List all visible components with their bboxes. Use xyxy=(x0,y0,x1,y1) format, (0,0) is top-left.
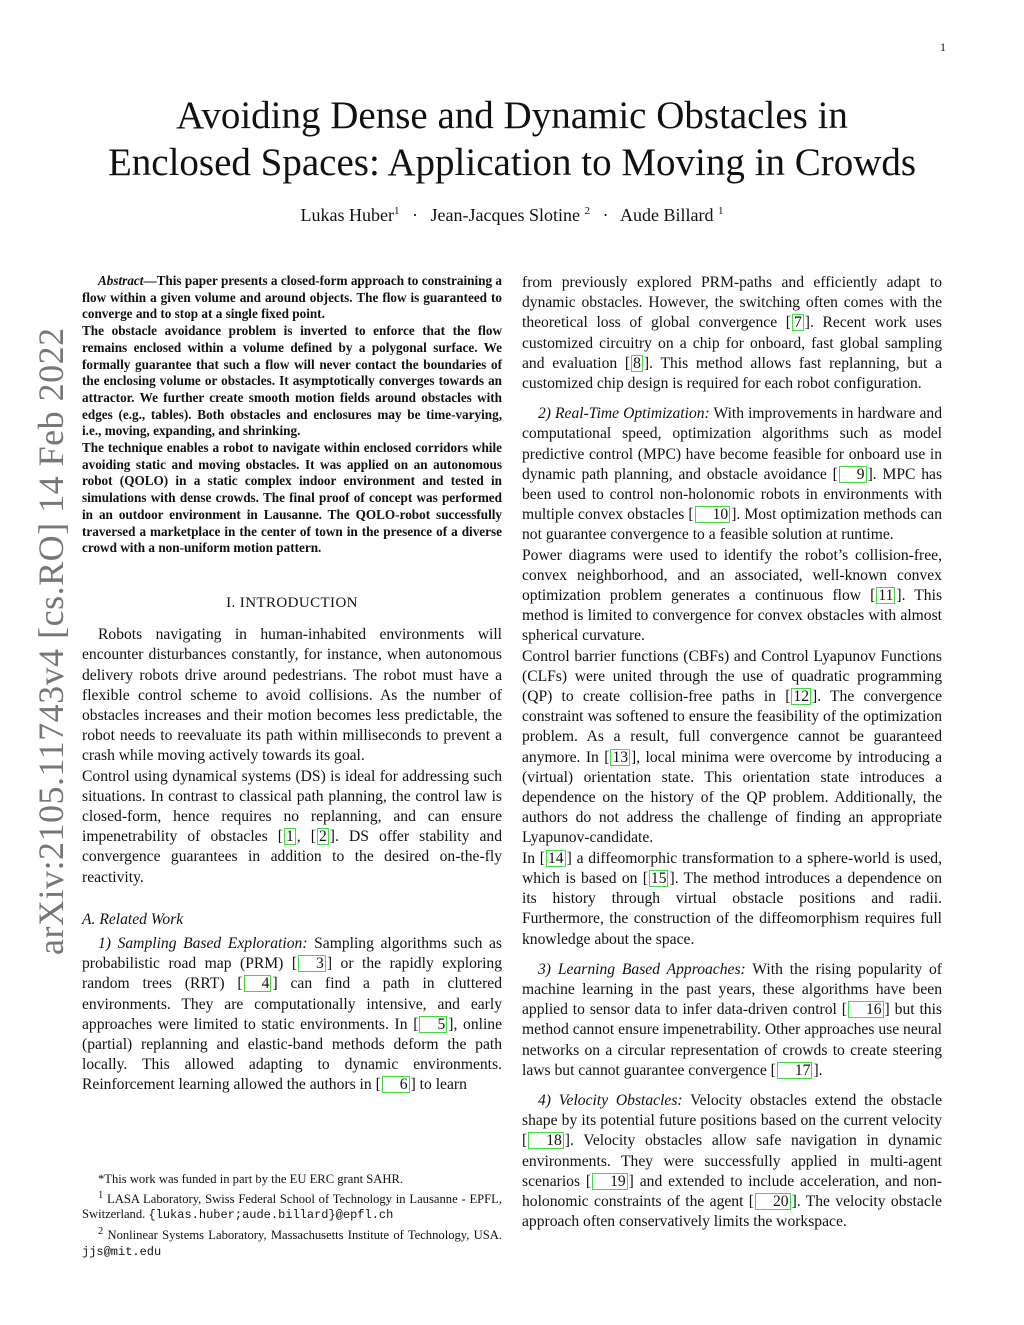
text-run: . This method is limited to convergence for convex obstacles with almost spherical curvature. xyxy=(522,587,943,645)
footnotes xyxy=(82,1172,502,1260)
text-run: . DS offer stability and convergence guarantees in addition to the desired on-the-fly reactivity. xyxy=(82,828,503,886)
author-affiliation: 1 xyxy=(717,205,724,217)
text-run: Velocity obstacles extend the obstacle shape by its potential future positions based on the current velocity xyxy=(522,1091,943,1130)
citation-link[interactable]: 9 xyxy=(839,466,867,483)
paragraph-title: 1) Sampling Based Exploration: xyxy=(98,935,308,952)
intro-paragraph: Control using dynamical systems (DS) is ideal for addressing such situations. In contrast to classical path planning, the control law is closed-form, hence requires no replanning, and can ensure impenetrability of obstacles [ 1 , [ 2 ]. DS offer stability and convergence guarantees in addition to the desired on-the-fly reactivity. xyxy=(82,767,503,886)
section-title-rest: NTRODUCTION xyxy=(245,594,358,611)
text-run: Nonlinear Systems Laboratory, Massachusetts Institute of Technology, USA. xyxy=(103,1228,502,1243)
related-paragraph: 3) Learning Based Approaches: With the rising popularity of machine learning in the past years, these algorithms have been applied to sensor data to infer data-driven control [ 16 ] but this method cannot ensure impenetrability. Other approaches use neural networks on a circular representation of crowds to create steering laws but cannot guarantee convergence [ 17 ]. xyxy=(522,960,942,1079)
text-run: to learn xyxy=(415,1076,467,1094)
footnote-affiliation-1 xyxy=(82,1188,502,1224)
text-run: and extended to include acceleration, and non-holonomic constraints of the agent xyxy=(522,1172,942,1210)
paragraph-title: 3) Learning Based Approaches: xyxy=(538,960,746,978)
text-run: . The convergence constraint was softened to ensure the feasibility of the optimization problem. As a result, full convergence cannot be guaranteed anymore. In xyxy=(522,688,942,766)
citation-link[interactable]: 14 xyxy=(548,849,564,867)
text-run: With the rising popularity of machine learning in the past years, these algorithms have been applied to sensor data to infer data-driven control xyxy=(522,960,942,1019)
section-heading-introduction xyxy=(82,593,502,613)
citation-link[interactable]: 8 xyxy=(633,354,641,372)
footnote-funding: *This work was funded in part by the EU ERC grant SAHR. xyxy=(98,1172,404,1186)
text-run: Sampling algorithms such as probabilistic road map (PRM) xyxy=(82,935,502,973)
abstract-text: This paper presents a closed-form approach to constraining a flow within a given volume and around objects. The flow is guaranteed to converge and to stop at a single fixed point. xyxy=(82,273,502,322)
citation-link[interactable]: 10 xyxy=(695,506,731,523)
text-run: . The method introduces a dependence on its history through virtual obstacle positions and radii. Furthermore, the construction of the diffeomorphism requires full knowledge about the space. xyxy=(522,869,942,948)
title-line-2: Enclosed Spaces: Application to Moving in Crowds xyxy=(107,141,917,184)
author-name: Jean-Jacques Slotine xyxy=(430,205,580,225)
text-run: Control barrier functions (CBFs) and Control Lyapunov Functions (CLFs) were united through the use of quadratic programming (QP) to create collision-free paths in xyxy=(522,647,942,706)
related-paragraph: Control barrier functions (CBFs) and Control Lyapunov Functions (CLFs) were united through the use of quadratic programming (QP) to create collision-free paths in [ 12 ]. The convergence constraint was softened to ensure the feasibility of the optimization problem. As a result, full convergence cannot be guaranteed anymore. In [ 13 ], local minima were overcome by introducing a (virtual) orientation state. This orientation state introduces a dependence on the history of the QP problem. Additionally, the authors do not address the challenge of finding an appropriate Lyapunov-candidate. xyxy=(522,647,943,847)
citation-link[interactable]: 13 xyxy=(612,748,629,766)
footnote-mark: 1 xyxy=(98,1189,104,1201)
text-run: With improvements in hardware and computational speed, optimization algorithms such as model predictive control (MPC) have become feasible for onboard use in dynamic path planning, and obstacle avoidance xyxy=(522,405,942,483)
text-run: , local minima were overcome by introducing a (virtual) orientation state. This orientation state introduces a dependence on the history of the QP problem. Additionally, the authors do not address the challenge of finding an appropriate Lyapunov-candidate. xyxy=(522,748,943,847)
related-paragraph: In [ 14 ] a diffeomorphic transformation to a sphere-world is used, which is based on [ 15 ]. The method introduces a dependence on its history through virtual obstacle positions and radii. Furthermore, the construction of the diffeomorphism requires full knowledge about the space. xyxy=(522,849,942,948)
citation-link[interactable]: 18 xyxy=(528,1132,564,1149)
citation-link[interactable]: 11 xyxy=(878,587,894,605)
abstract-paragraph xyxy=(82,273,502,323)
footnote-mark: 2 xyxy=(98,1225,104,1237)
citation-link[interactable]: 3 xyxy=(298,955,326,972)
text-run: . MPC has been used to control non-holonomic robots in environments with multiple convex obstacles xyxy=(522,465,943,524)
related-paragraph: 1) Sampling Based Exploration: Sampling algorithms such as probabilistic road map (PRM) [ 3 ] or the rapidly exploring random trees (RRT) [ 4 ] can find a path in cluttered environments. They are computationally intensive, and early approaches were limited to static environments. In [ 5 ], online (partial) replanning and elastic-band methods deform the path locally. This allowed adapting to dynamic environments. Reinforcement learning allowed the authors in [ 6 ] to learn xyxy=(82,935,503,1094)
abstract-label: Abstract xyxy=(98,273,144,288)
text-run: can find a path in cluttered environments. They are computationally intensive, and early approaches were limited to static environments. In xyxy=(82,975,502,1033)
related-paragraph: 2) Real-Time Optimization: With improvements in hardware and computational speed, optimization algorithms such as model predictive control (MPC) have become feasible for onboard use in dynamic path planning, and obstacle avoidance [ 9 ]. MPC has been used to control non-holonomic robots in environments with multiple convex obstacles [ 10 ]. Most optimization methods can not guarantee convergence to a feasible solution at runtime. xyxy=(522,405,943,544)
text-run: In xyxy=(522,849,535,867)
citation-link[interactable]: 4 xyxy=(244,975,272,992)
paragraph-title: 4) Velocity Obstacles: xyxy=(538,1091,683,1109)
text-run: a diffeomorphic transformation to a sphere-world is used, which is based on xyxy=(522,849,942,887)
paper-title xyxy=(60,92,964,186)
abstract-dash: — xyxy=(143,273,157,288)
citation-link[interactable]: 5 xyxy=(419,1016,447,1033)
text-run: Power diagrams were used to identify the robot’s collision-free, convex neighborhood, and an associated, well-known convex optimization problem generates a continuous flow xyxy=(522,546,942,605)
related-paragraph: Power diagrams were used to identify the robot’s collision-free, convex neighborhood, and an associated, well-known convex optimization problem generates a continuous flow [ 11 ]. This method is limited to convergence for convex obstacles with almost spherical curvature. xyxy=(522,546,943,645)
author-separator: · xyxy=(412,205,418,225)
email-text: {lukas.huber;aude.billard}@epfl.ch xyxy=(148,1208,394,1223)
page-number: 1 xyxy=(940,40,946,54)
text-run: from previously explored PRM-paths and efficiently adapt to dynamic obstacles. However, the switching often comes with the theoretical loss of global convergence xyxy=(522,274,942,332)
citation-link[interactable]: 7 xyxy=(793,314,802,332)
citation-link[interactable]: 16 xyxy=(848,1001,884,1018)
citation-link[interactable]: 20 xyxy=(755,1193,791,1210)
text-run: Control using dynamical systems (DS) is ideal for addressing such situations. In contrast to classical path planning, the control law is closed-form, hence requires no replanning, and can ensure impenetrability of obstacles xyxy=(82,767,502,846)
citation-link[interactable]: 17 xyxy=(777,1062,813,1079)
related-paragraph: 4) Velocity Obstacles: Velocity obstacles extend the obstacle shape by its potential future positions based on the current velocity [ 18 ]. Velocity obstacles allow safe navigation in dynamic environments. They were successfully applied in multi-agent scenarios [ 19 ] and extended to include acceleration, and non-holonomic constraints of the agent [ 20 ]. The velocity obstacle approach often conservatively limits the workspace. xyxy=(522,1091,943,1231)
author-name: Aude Billard xyxy=(619,205,714,225)
subsection-heading-related-work: A. Related Work xyxy=(82,910,184,928)
author-affiliation: 2 xyxy=(584,205,590,217)
text-run: . The velocity obstacle approach often conservatively limits the workspace. xyxy=(522,1192,942,1231)
text-run: . xyxy=(818,1061,823,1079)
section-numeral: I. xyxy=(226,594,236,611)
text-run: , online (partial) replanning and elastic-band methods deform the path locally. This allowed adapting to dynamic environments. Reinforcement learning allowed the authors in xyxy=(82,1015,503,1094)
text-run: or the rapidly exploring random trees (RRT) xyxy=(82,955,502,993)
author-affiliation: 1 xyxy=(394,205,400,217)
right-column xyxy=(522,273,942,1232)
citation-link[interactable]: 6 xyxy=(382,1076,410,1093)
text-run: . Most optimization methods can not guarantee convergence to a feasible solution at runtime. xyxy=(522,506,942,544)
abstract-paragraph: The obstacle avoidance problem is inverted to enforce that the flow remains enclosed within a volume defined by a polygonal surface. We formally guarantee that such a flow will never contact the boundaries of the enclosing volume or obstacles. It asymptotically converges towards an attractor. We further create smooth motion fields around obstacles with edges (e.g., tables). Both obstacles and enclosures may be time-varying, i.e., moving, expanding, and shrinking. xyxy=(82,323,502,439)
email-text: jjs@mit.edu xyxy=(82,1244,162,1259)
intro-paragraph: Robots navigating in human-inhabited environments will encounter disturbances constantly, for instance, when autonomous delivery robots drive around pedestrians. The robot must have a flexible control scheme to avoid collisions. As the number of obstacles increases and their motion becomes less predictable, the robot needs to reevaluate its path within milliseconds to prevent a crash while moving actively towards its goal. xyxy=(82,626,502,765)
citation-link[interactable]: 15 xyxy=(650,869,667,887)
text-run: . Recent work uses customized circuitry on a chip for onboard, fast global sampling and evaluation xyxy=(522,314,942,372)
paragraph-title: 2) Real-Time Optimization: xyxy=(538,405,710,423)
text-run: but this method cannot ensure impenetrability. Other approaches use neural networks on a circular representation of crowds to create steering laws but cannot guarantee convergence xyxy=(522,1001,942,1079)
citation-link[interactable]: 1 xyxy=(285,828,294,846)
title-line-1: Avoiding Dense and Dynamic Obstacles in xyxy=(176,94,848,137)
abstract xyxy=(82,273,502,557)
related-paragraph-continued: from previously explored PRM-paths and efficiently adapt to dynamic obstacles. However, the switching often comes with the theoretical loss of global convergence [ 7 ]. Recent work uses customized circuitry on a chip for onboard, fast global sampling and evaluation [ 8 ]. This method allows fast replanning, but a customized chip design is required for each robot configuration. xyxy=(522,274,942,393)
citation-link[interactable]: 12 xyxy=(793,688,809,706)
abstract-paragraph: The technique enables a robot to navigate within enclosed corridors while avoiding static and moving obstacles. It was applied on an autonomous robot (QOLO) in a static complex indoor environment and tested in simulations with dense crowds. The final proof of concept was performed in an outdoor environment in Lausanne. The QOLO-robot successfully traversed a marketplace in the center of town in the presence of a diverse crowd with a non-uniform motion pattern. xyxy=(82,440,502,556)
section-title-initial: I xyxy=(239,594,246,611)
citation-link[interactable]: 2 xyxy=(318,828,327,846)
arxiv-identifier: arXiv:2105.11743v4 [cs.RO] 14 Feb 2022 xyxy=(31,327,71,955)
author-separator: · xyxy=(602,205,609,225)
citation-link[interactable]: 19 xyxy=(592,1173,628,1190)
text-run: . This method allows fast replanning, but a customized chip design is required for each robot configuration. xyxy=(522,354,942,393)
author-list xyxy=(0,205,1024,226)
text-run: , xyxy=(296,828,301,846)
left-column xyxy=(82,273,502,1096)
footnote-affiliation-2 xyxy=(82,1224,502,1260)
text-run: LASA Laboratory, Swiss Federal School of Technology in Lausanne - EPFL, Switzerland. xyxy=(82,1191,502,1222)
author-name: Lukas Huber xyxy=(300,205,394,225)
text-run: . Velocity obstacles allow safe navigation in dynamic environments. They were successfully applied in multi-agent scenarios xyxy=(522,1132,942,1190)
